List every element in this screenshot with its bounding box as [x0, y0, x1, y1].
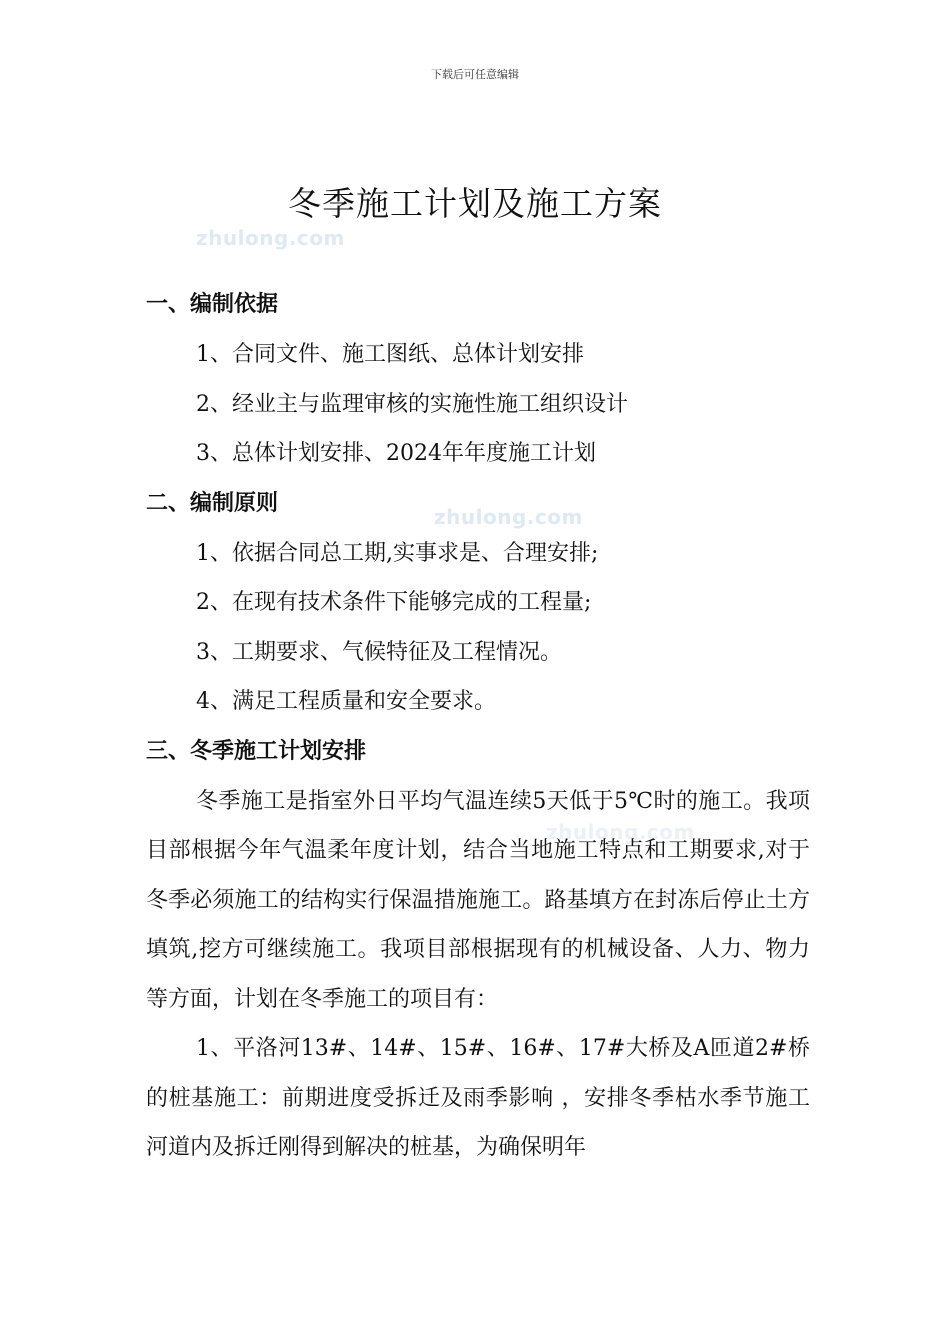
page-header-note: 下载后可任意编辑	[431, 68, 519, 81]
section-basis	[146, 280, 810, 479]
list-item: 4、满足工程质量和安全要求。	[196, 689, 496, 714]
body-paragraph: 冬季施工是指室外日平均气温连续5天低于5℃时的施工。我项目部根据今年气温柔年度计划，结合当地施工特点和工期要求,对于冬季必须施工的结构实行保温措施施工。路基填方在封冻后停止土方填筑,挖方可继续施工。我项目部根据现有的机械设备、人力、物力等方面，计划在冬季施工的项目有：	[146, 788, 810, 1012]
watermark: zhulong.com	[196, 226, 345, 250]
list-item: 1、合同文件、施工图纸、总体计划安排	[196, 342, 584, 367]
list-item: 2、在现有技术条件下能够完成的工程量;	[196, 590, 592, 615]
list-item: 3、工期要求、气候特征及工程情况。	[196, 639, 562, 665]
body-paragraph: 1、平洛河13#、14#、15#、16#、17#大桥及A匝道2#桥的桩基施工：前期进度受拆迁及雨季影响 ，安排冬季枯水季节施工河道内及拆迁刚得到解决的桩基，为确保明年	[146, 1036, 810, 1160]
list-item: 3、总体计划安排、2024年年度施工计划	[196, 441, 596, 466]
section-winter-plan	[146, 727, 810, 1173]
section-heading: 一、编制依据	[146, 292, 279, 317]
watermark: zhulong.com	[546, 820, 695, 844]
list-item: 1、依据合同总工期,实事求是、合理安排;	[196, 540, 599, 566]
section-heading: 二、编制原则	[146, 490, 279, 516]
section-principles	[146, 479, 810, 727]
list-item: 2、经业主与监理审核的实施性施工组织设计	[196, 391, 628, 417]
section-heading: 三、冬季施工计划安排	[146, 738, 367, 764]
document-body	[146, 280, 810, 1173]
document-title: 冬季施工计划及施工方案	[288, 184, 662, 223]
watermark: zhulong.com	[434, 505, 583, 529]
